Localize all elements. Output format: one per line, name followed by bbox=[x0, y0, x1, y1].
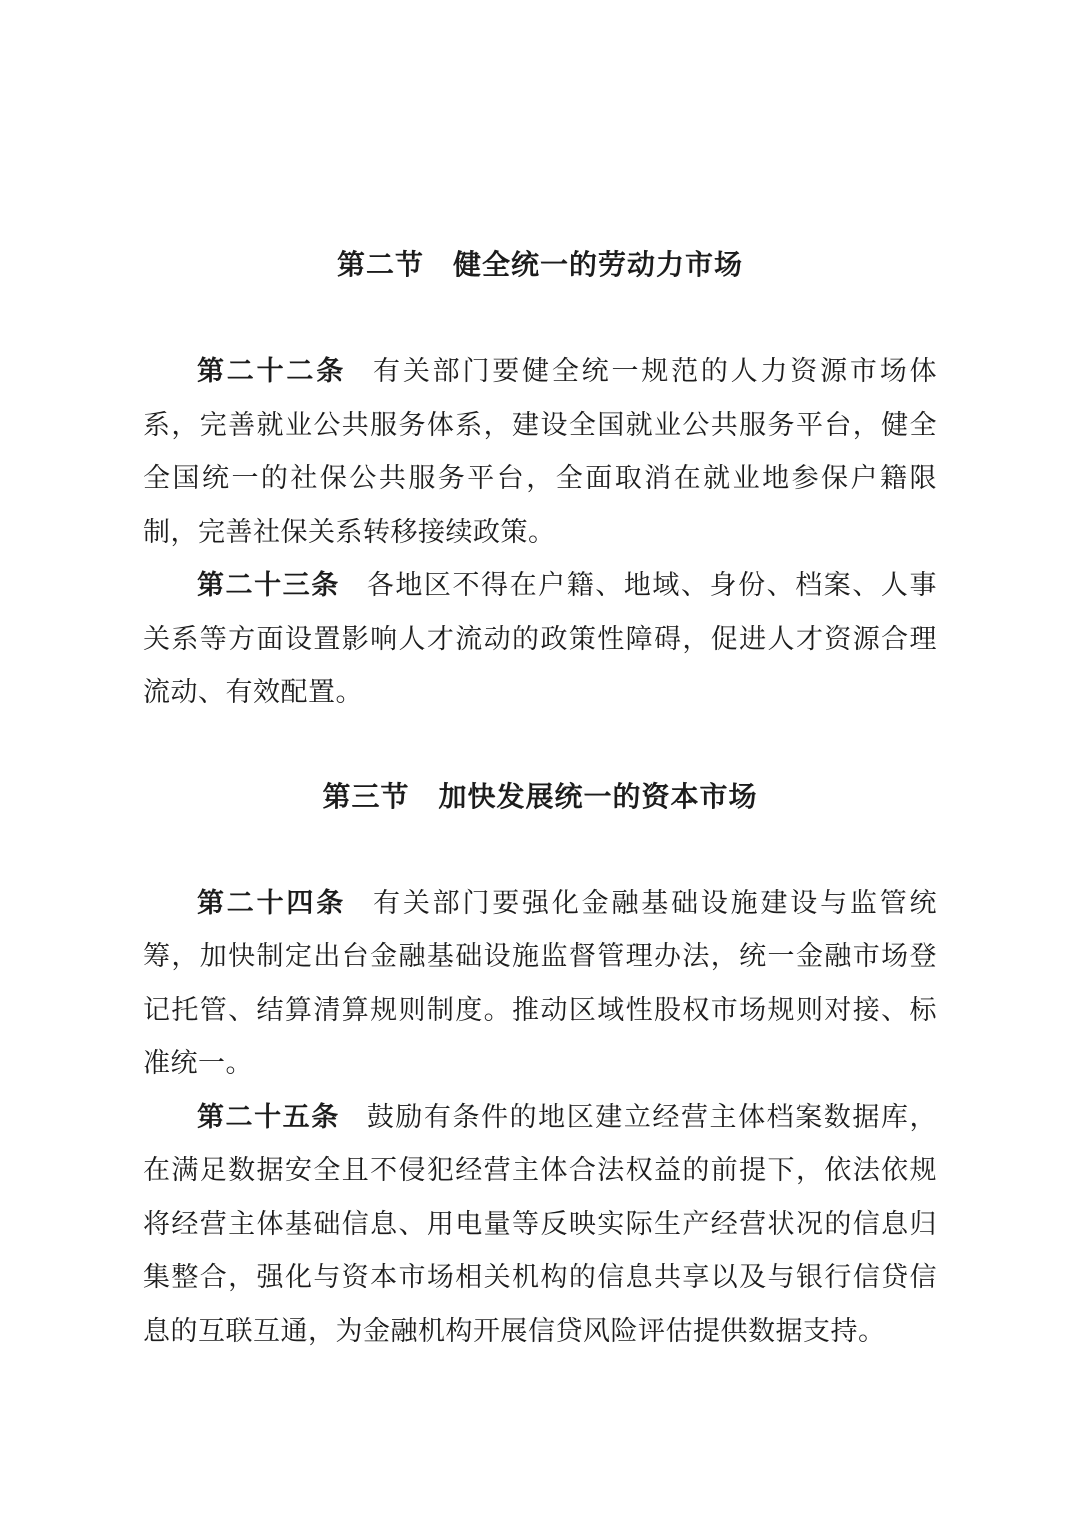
document-content bbox=[143, 238, 937, 1358]
article-25-paragraph bbox=[143, 1091, 937, 1359]
article-24-paragraph bbox=[143, 877, 937, 1091]
article-25-number: 第二十五条 bbox=[197, 1101, 340, 1132]
article-22-number: 第二十二条 bbox=[197, 356, 347, 386]
article-24-number: 第二十四条 bbox=[197, 887, 347, 918]
article-25-text: 鼓励有条件的地区建立经营主体档案数据库，在满足数据安全且不侵犯经营主体合法权益的前提下，依法依规将经营主体基础信息、用电量等反映实际生产经营状况的信息归集整合，强化与资本市场相关机构的信息共享以及与银行信贷信息的互联互通，为金融机构开展信贷风险评估提供数据支持。 bbox=[143, 1101, 937, 1346]
article-22-paragraph bbox=[143, 345, 937, 559]
section-heading-labor-market: 第二节 健全统一的劳动力市场 bbox=[336, 249, 743, 280]
article-23-text: 各地区不得在户籍、地域、身份、档案、人事关系等方面设置影响人才流动的政策性障碍，促进人才资源合理流动、有效配置。 bbox=[143, 570, 937, 707]
article-24-text: 有关部门要强化金融基础设施建设与监管统筹，加快制定出台金融基础设施监督管理办法，统一金融市场登记托管、结算清算规则制度。推动区域性股权市场规则对接、标准统一。 bbox=[143, 887, 938, 1078]
article-22-text: 有关部门要健全统一规范的人力资源市场体系，完善就业公共服务体系，建设全国就业公共服务平台，健全全国统一的社保公共服务平台，全面取消在就业地参保户籍限制，完善社保关系转移接续政策。 bbox=[143, 356, 938, 547]
article-23-number: 第二十三条 bbox=[197, 570, 340, 600]
section-heading-capital-market: 第三节 加快发展统一的资本市场 bbox=[322, 780, 758, 812]
article-23-paragraph bbox=[143, 559, 937, 720]
